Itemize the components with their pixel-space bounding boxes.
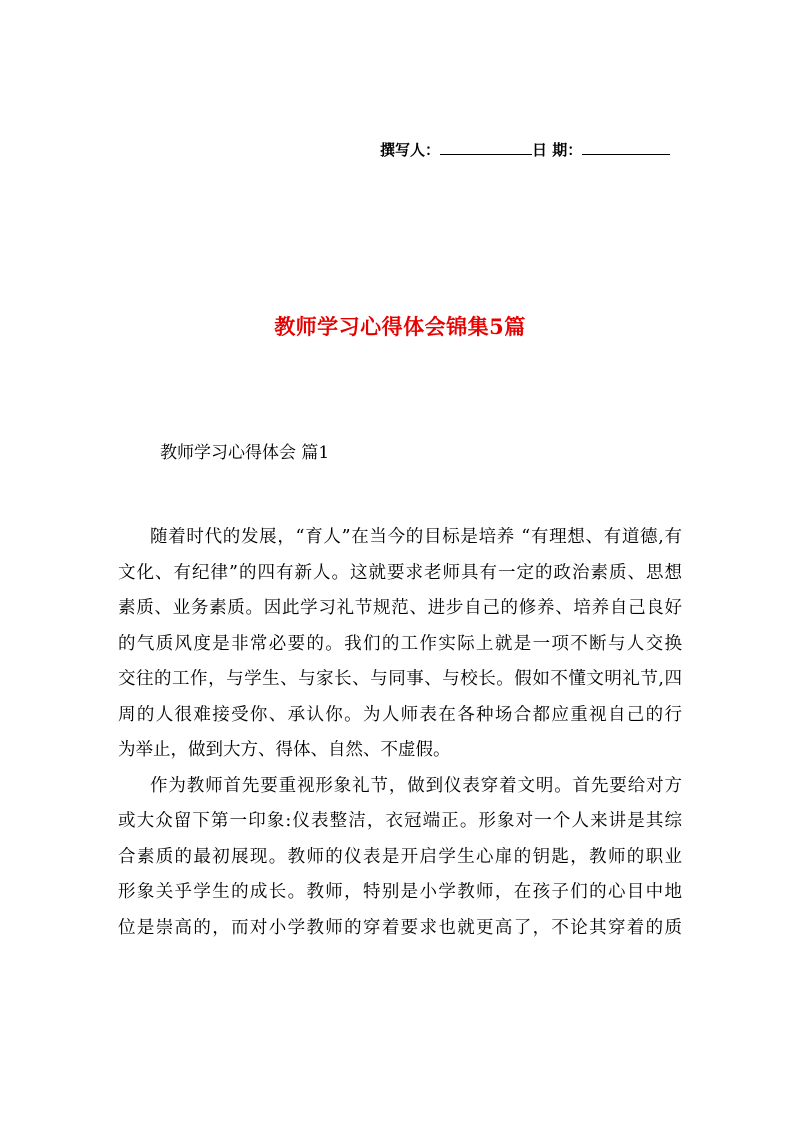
paragraph-1 (118, 520, 682, 769)
paragraph-line: 交往的工作，与学生、与家长、与同事、与校长。假如不懂文明礼节,四 (118, 669, 682, 689)
paragraph-line: 形象关乎学生的成长。教师，特别是小学教师，在孩子们的心目中地 (118, 882, 682, 902)
date-blank (582, 138, 670, 155)
section-heading: 教师学习心得体会 篇1 (160, 443, 330, 463)
paragraph-line: 周的人很难接受你、承认你。为人师表在各种场合都应重视自己的行 (118, 704, 682, 725)
paragraph-line: 或大众留下第一印象:仪表整洁，衣冠端正。形象对一个人来讲是其综 (118, 811, 682, 831)
author-date-line (380, 138, 700, 161)
author-blank (440, 138, 532, 155)
paragraph-2 (118, 769, 682, 947)
paragraph-line: 位是崇高的，而对小学教师的穿着要求也就更高了，不论其穿着的质 (118, 917, 682, 938)
author-label: 撰写人： (380, 141, 441, 159)
paragraph-line: 文化、有纪律”的四有新人。这就要求老师具有一定的政治素质、思想 (118, 562, 682, 583)
document-title: 教师学习心得体会锦集5篇 (274, 314, 526, 339)
paragraph-line: 为举止，做到大方、得体、自然、不虚假。 (118, 740, 451, 760)
paragraph-line: 合素质的最初展现。教师的仪表是开启学生心扉的钥匙，教师的职业 (118, 846, 682, 867)
paragraph-line: 随着时代的发展，“育人”在当今的目标是培养 “有理想、有道德,有 (150, 527, 682, 547)
document-body (118, 520, 682, 946)
paragraph-line: 作为教师首先要重视形象礼节，做到仪表穿着文明。首先要给对方 (150, 775, 682, 796)
paragraph-line: 的气质风度是非常必要的。我们的工作实际上就是一项不断与人交换 (118, 633, 682, 654)
paragraph-line: 素质、业务素质。因此学习礼节规范、进步自己的修养、培养自己良好 (118, 598, 682, 618)
date-label: 日 期： (532, 141, 583, 159)
